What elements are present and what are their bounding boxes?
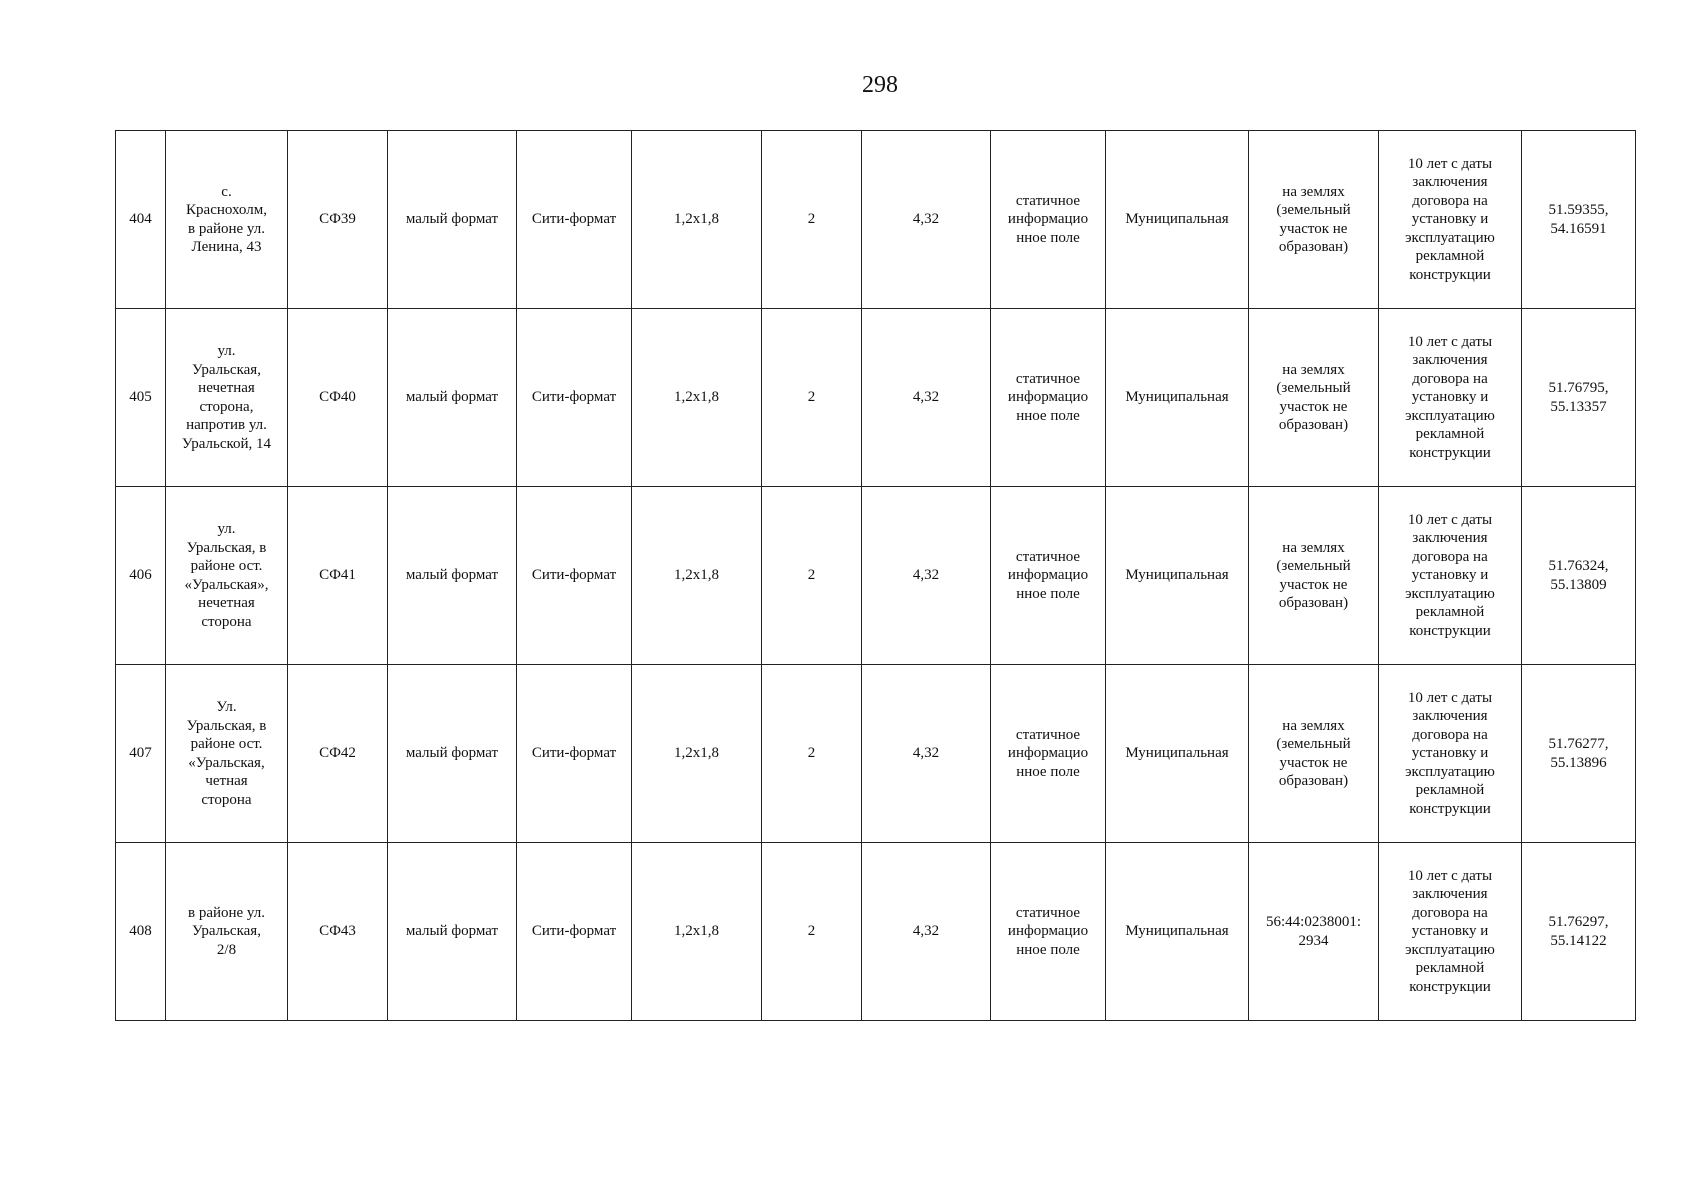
cell-code: СФ40 — [288, 309, 388, 487]
table-row — [116, 131, 1636, 309]
cell-format: малый формат — [388, 309, 517, 487]
cell-format: малый формат — [388, 131, 517, 309]
cell-land: на землях (земельный участок не образован) — [1249, 487, 1379, 665]
cell-land: на землях (земельный участок не образован) — [1249, 131, 1379, 309]
table-row — [116, 309, 1636, 487]
cell-land: 56:44:0238001: 2934 — [1249, 843, 1379, 1021]
cell-sides: 2 — [762, 131, 862, 309]
cell-code: СФ39 — [288, 131, 388, 309]
cell-area: 4,32 — [862, 843, 991, 1021]
cell-field: статичное информацио нное поле — [991, 665, 1106, 843]
cell-field: статичное информацио нное поле — [991, 843, 1106, 1021]
cell-coordinates: 51.76277, 55.13896 — [1522, 665, 1636, 843]
cell-number: 408 — [116, 843, 166, 1021]
cell-sides: 2 — [762, 843, 862, 1021]
cell-term: 10 лет с даты заключения договора на установку и эксплуатацию рекламной конструкции — [1379, 487, 1522, 665]
cell-format: малый формат — [388, 843, 517, 1021]
cell-term: 10 лет с даты заключения договора на установку и эксплуатацию рекламной конструкции — [1379, 665, 1522, 843]
cell-code: СФ42 — [288, 665, 388, 843]
cell-address: в районе ул. Уральская, 2/8 — [166, 843, 288, 1021]
cell-type: Сити-формат — [517, 843, 632, 1021]
cell-address: ул. Уральская, нечетная сторона, напротив ул. Уральской, 14 — [166, 309, 288, 487]
cell-number: 405 — [116, 309, 166, 487]
cell-coordinates: 51.59355, 54.16591 — [1522, 131, 1636, 309]
cell-number: 407 — [116, 665, 166, 843]
cell-number: 404 — [116, 131, 166, 309]
cell-coordinates: 51.76795, 55.13357 — [1522, 309, 1636, 487]
cell-ownership: Муниципальная — [1106, 843, 1249, 1021]
cell-size: 1,2х1,8 — [632, 665, 762, 843]
cell-code: СФ43 — [288, 843, 388, 1021]
cell-ownership: Муниципальная — [1106, 131, 1249, 309]
cell-sides: 2 — [762, 487, 862, 665]
cell-sides: 2 — [762, 665, 862, 843]
cell-type: Сити-формат — [517, 487, 632, 665]
cell-number: 406 — [116, 487, 166, 665]
cell-type: Сити-формат — [517, 665, 632, 843]
cell-address: Ул. Уральская, в районе ост. «Уральская, четная сторона — [166, 665, 288, 843]
cell-field: статичное информацио нное поле — [991, 131, 1106, 309]
cell-sides: 2 — [762, 309, 862, 487]
cell-address: с. Краснохолм, в районе ул. Ленина, 43 — [166, 131, 288, 309]
cell-term: 10 лет с даты заключения договора на установку и эксплуатацию рекламной конструкции — [1379, 309, 1522, 487]
cell-type: Сити-формат — [517, 309, 632, 487]
cell-land: на землях (земельный участок не образован) — [1249, 309, 1379, 487]
cell-area: 4,32 — [862, 131, 991, 309]
cell-code: СФ41 — [288, 487, 388, 665]
cell-area: 4,32 — [862, 487, 991, 665]
cell-type: Сити-формат — [517, 131, 632, 309]
cell-term: 10 лет с даты заключения договора на установку и эксплуатацию рекламной конструкции — [1379, 131, 1522, 309]
cell-size: 1,2х1,8 — [632, 131, 762, 309]
cell-land: на землях (земельный участок не образован) — [1249, 665, 1379, 843]
cell-ownership: Муниципальная — [1106, 309, 1249, 487]
cell-size: 1,2х1,8 — [632, 309, 762, 487]
cell-field: статичное информацио нное поле — [991, 309, 1106, 487]
table-row — [116, 843, 1636, 1021]
cell-format: малый формат — [388, 487, 517, 665]
cell-address: ул. Уральская, в районе ост. «Уральская», нечетная сторона — [166, 487, 288, 665]
cell-area: 4,32 — [862, 309, 991, 487]
cell-format: малый формат — [388, 665, 517, 843]
cell-term: 10 лет с даты заключения договора на установку и эксплуатацию рекламной конструкции — [1379, 843, 1522, 1021]
cell-area: 4,32 — [862, 665, 991, 843]
cell-coordinates: 51.76324, 55.13809 — [1522, 487, 1636, 665]
cell-field: статичное информацио нное поле — [991, 487, 1106, 665]
cell-size: 1,2х1,8 — [632, 487, 762, 665]
page-number: 298 — [862, 72, 898, 98]
table-row — [116, 487, 1636, 665]
advertising-structures-table — [115, 130, 1636, 1021]
cell-coordinates: 51.76297, 55.14122 — [1522, 843, 1636, 1021]
cell-ownership: Муниципальная — [1106, 665, 1249, 843]
cell-size: 1,2х1,8 — [632, 843, 762, 1021]
cell-ownership: Муниципальная — [1106, 487, 1249, 665]
table-row — [116, 665, 1636, 843]
